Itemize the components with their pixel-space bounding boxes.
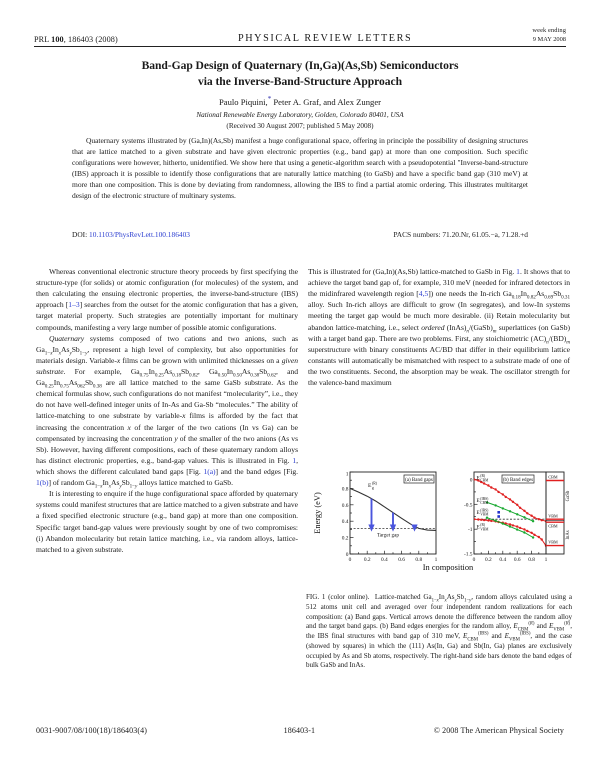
panel-a-arrows bbox=[370, 499, 416, 530]
panel-b-ordered-squares bbox=[497, 511, 500, 518]
footer-copyright: © 2008 The American Physical Society bbox=[433, 726, 564, 735]
citation-1-3[interactable]: 1–3 bbox=[68, 300, 80, 310]
journal-citation bbox=[34, 35, 118, 44]
figure-1-caption: FIG. 1 (color online). Lattice-matched $Ga_{1-x}In_xAs_ySb_{1-y}$, random alloys calculated using a 512 atoms unit cell and averaged over four independent random realizations for each composition: (a) Band gaps. Vertical arrows denote the difference between the random alloy and the target band gaps. (b) Band edges energies for the random alloy, $E_{CBM}^{(R)}$ and $E_{VBM}^{(R)}$, the IBS final structures with band gap of 310 meV, $E_{CBM}^{(IBS)}$ and $E_{VBM}^{(IBS)}$, and the case (showed by squares) in which the (111) As(In, Ga) and Sb(In, Ga) planes are exclusively occupied by As and Sb atoms, respectively. The right-hand side bars denote the band edges of bulk GaSb and InAs. bbox=[306, 593, 573, 670]
title-line-2: via the Inverse-Band-Structure Approach bbox=[197, 74, 403, 88]
paragraph-intro: Whereas conventional electronic structure theory proceeds by first specifying the structure-type (for solids) or atomic configuration (for molecules) of the system, and then calculating the ensuing electronic properties, the inverse-band-structure (IBS) approach [1–3] searches from the outset for the atomic configuration that has a given, target material property. Such strategies are potentially important for multinary compounds, manifesting a very large number of possible atomic configurations. bbox=[36, 267, 298, 332]
panel-a-ytick-0: 0 bbox=[345, 552, 349, 558]
running-head bbox=[34, 20, 566, 47]
journal-title: PHYSICAL REVIEW LETTERS bbox=[237, 33, 413, 44]
panel-a-xtick-02: 0.2 bbox=[363, 557, 371, 563]
footer-page-number: 186403-1 bbox=[283, 726, 316, 735]
affiliation: National Renewable Energy Laboratory, Golden, Colorado 80401, USA bbox=[196, 111, 404, 119]
prl-prefix: PRL bbox=[34, 35, 52, 44]
article-id: , 186403 (2008) bbox=[63, 35, 118, 44]
doi-label: DOI: bbox=[72, 230, 90, 239]
paragraph-illustrated: This is illustrated for (Ga,In)(As,Sb) lattice-matched to GaSb in Fig. 1. It shows that to achieve the target band gap of, for example, 310 meV (needed for infrared detectors in the midinfrared wavelength region [4,5]) one needs the In-rich $Ga_{0.18}In_{0.82}As_{0.69}Sb_{0.31}$ alloy. Such In-rich alloys are difficult to grow (In segregates), and low-In systems meeting the target gap would be much more desirable. (ii) Retain molecularity but abandon lattice-matching, i.e., select ordered $(InAs)_n/(GaSb)_m$ superlattices (on GaSb) with a target band gap. There are two problems. First, any stoichiometric $(AC)_n/(BD)_m$ superstructure with binary constituents AC/BD that differ in their equilibrium lattice constants will automatically be mismatched with respect to a substrate made of one of the two constituents. Second, the absorption may be weak. The oscillator strength for the valence-band maximum bbox=[308, 267, 571, 388]
panel-a-xtick-0: 0 bbox=[348, 557, 352, 563]
svg-text:g: g bbox=[372, 486, 374, 490]
inas-cbm-label: CBM bbox=[548, 523, 558, 529]
panel-a-annotation-eg bbox=[368, 482, 378, 490]
svg-text:(R): (R) bbox=[480, 474, 486, 479]
footer-issn: 0031-9007/08/100(18)/186403(4) bbox=[36, 726, 147, 735]
svg-text:(b) Band edges: (b) Band edges bbox=[502, 478, 534, 483]
doi-pacs-line bbox=[72, 230, 528, 239]
panel-b-xtick-08: 0.8 bbox=[528, 557, 535, 563]
svg-text:CBM: CBM bbox=[480, 501, 489, 505]
svg-text:CBM: CBM bbox=[480, 478, 489, 483]
panel-b-ytick-m15: -1.5 bbox=[463, 551, 473, 558]
paragraph-enquire: It is interesting to enquire if the huge configurational space afforded by quaternary systems could manifest structures that are lattice matched to a given substrate and have a fixed specified electronic structure (e.g., band gap) at more than one composition. Specific target band-gap values were previously sought by one of two compromises: (i) Abandon molecularity but retain lattice matching, i.e., via random alloys, lattice-matched to a given substrate. bbox=[36, 489, 298, 554]
sidebar-inas-label: InAs bbox=[566, 530, 571, 540]
svg-text:(IBS): (IBS) bbox=[480, 496, 489, 501]
gasb-cbm-label: CBM bbox=[548, 474, 558, 480]
figure-ref-1[interactable]: 1 bbox=[292, 455, 297, 465]
label-ecbm-ibs bbox=[477, 497, 490, 505]
figure-ref-1a[interactable]: 1(a) bbox=[203, 466, 216, 476]
svg-text:(IBS): (IBS) bbox=[480, 508, 489, 513]
panel-b-ytick-m1: -1 bbox=[468, 527, 473, 534]
label-evbm-r bbox=[477, 523, 490, 531]
week-ending-label: week ending bbox=[532, 27, 566, 35]
panel-a-target-gap-label: Target gap bbox=[377, 532, 399, 539]
panel-a-xtick-04: 0.4 bbox=[381, 557, 388, 563]
panel-b-ytick-m05: -0.5 bbox=[463, 502, 473, 509]
panel-b-xtick-04: 0.4 bbox=[499, 557, 507, 563]
panel-b-xtick-0: 0 bbox=[472, 557, 476, 563]
panel-a-ytick-02: 0.2 bbox=[341, 535, 349, 542]
label-ecbm-r bbox=[477, 474, 490, 482]
title-line-1: Band-Gap Design of Quaternary (In,Ga)(As,Sb) Semiconductors bbox=[141, 59, 459, 72]
panel-a-label bbox=[404, 475, 434, 483]
body-column-right bbox=[308, 266, 570, 388]
received-date: (Received 30 August 2007; published 5 May 2008) bbox=[226, 122, 374, 130]
svg-text:E: E bbox=[476, 509, 480, 516]
pacs-numbers: PACS numbers: 71.20.Nr, 61.05.−a, 71.28.+d bbox=[393, 230, 528, 239]
figure-1 bbox=[306, 466, 572, 671]
doi-link[interactable]: 10.1103/PhysRevLett.100.186403 bbox=[89, 230, 190, 239]
panel-a-ytick-04: 0.4 bbox=[341, 519, 349, 526]
svg-text:E: E bbox=[368, 483, 372, 489]
panel-a bbox=[313, 472, 438, 564]
svg-text:(R): (R) bbox=[372, 481, 378, 486]
panel-b-xtick-02: 0.2 bbox=[485, 557, 492, 563]
svg-text:E: E bbox=[476, 498, 480, 505]
volume-number: 100 bbox=[51, 35, 64, 44]
citation-4-5[interactable]: 4,5 bbox=[418, 289, 429, 299]
panel-a-ytick-06: 0.6 bbox=[341, 502, 349, 509]
figure-axis-title-x: In composition bbox=[422, 563, 474, 572]
panel-b-xtick-06: 0.6 bbox=[513, 557, 521, 563]
page-footer bbox=[36, 726, 564, 735]
figure-1-svg bbox=[306, 466, 572, 588]
issue-date bbox=[532, 27, 566, 44]
panel-a-ytick-1: 1 bbox=[345, 471, 349, 478]
panel-a-xtick-1: 1 bbox=[434, 557, 438, 563]
svg-text:VBM: VBM bbox=[480, 512, 489, 517]
figure-ref-1-right[interactable]: 1 bbox=[516, 267, 520, 276]
panel-b-label bbox=[502, 475, 534, 483]
panel-b-xtick-1: 1 bbox=[544, 557, 548, 563]
svg-text:E: E bbox=[476, 475, 480, 482]
figure-1-plot-area bbox=[306, 466, 572, 588]
inas-vbm-label: VBM bbox=[548, 539, 558, 545]
svg-text:(a) Band gaps: (a) Band gaps bbox=[405, 478, 433, 483]
page-title bbox=[70, 58, 530, 89]
author-footnote-marker: * bbox=[267, 95, 272, 104]
svg-text:(R): (R) bbox=[480, 523, 486, 528]
abstract: Quaternary systems illustrated by (Ga,In)(As,Sb) manifest a huge configurational space, offering in principle the possibility of designing structures that are lattice matched to a given substrate and have given electronic properties (e.g., band gap) at more than one composition. Such specific configurations were however, hitherto, unidentified. We show here that using a genetic-algorithm search with a pseudopotential "Inverse-band-structure (IBS) approach it is possible to identify those configurations that are naturally lattice matching (to GaSb) and have a specific band gap (310 meV) at more than one composition. This is done by deviating from randomness, allowing the IBS to find a partial atomic ordering. This illustrates multitarget design of the electronic structure of multinary systems. bbox=[72, 136, 528, 200]
body-column-left bbox=[36, 266, 298, 555]
panel-a-xtick-06: 0.6 bbox=[398, 557, 405, 563]
panel-a-axis-title-y: Energy (eV) bbox=[313, 492, 322, 534]
svg-text:VBM: VBM bbox=[480, 527, 489, 532]
panel-b bbox=[464, 472, 548, 563]
panel-b-ytick-0: 0 bbox=[469, 477, 473, 484]
panel-a-ytick-08: 0.8 bbox=[341, 486, 349, 493]
sidebar-gasb-label: GaSb bbox=[566, 490, 571, 502]
gasb-vbm-label: VBM bbox=[548, 513, 558, 519]
svg-text:E: E bbox=[476, 524, 480, 531]
doi-block bbox=[72, 230, 190, 239]
figure-side-bars bbox=[546, 472, 571, 554]
label-evbm-ibs bbox=[477, 509, 490, 517]
issue-date-value: 9 MAY 2008 bbox=[532, 35, 566, 43]
panel-a-xtick-08: 0.8 bbox=[415, 557, 423, 563]
author-list: Paulo Piquini,* Peter A. Graf, and Alex Zunger bbox=[219, 95, 381, 107]
figure-ref-1b[interactable]: 1(b) bbox=[36, 478, 49, 488]
paragraph-quaternary: Quaternary systems composed of two cations and two anions, such as $Ga_{1-x}In_xAs_ySb_{1-y}$, represent a high level of complexity, but also opportunities for materials design. Variable-x films can be grown with unlimited thicknesses on a given substrate. For example, $Ga_{0.75}In_{0.25}As_{0.18}Sb_{0.82}$, $Ga_{0.50}In_{0.50}As_{0.38}Sb_{0.62}$, and $Ga_{0.25}In_{0.75}As_{062}Sb_{0.38}$ are all lattice matched to the same GaSb substrate. As the chemical formulas show, such configurations do not manifest “molecularity”, i.e., they do not have well-defined integer units of In-As and Ga-Sb “molecules.” The ability of lattice-matching to one substrate by variable-x films is afforded by the fact that increasing the concentration x of the larger of the two cations (In vs Ga) can be compensated by increasing the concentration y of the smaller of the two anions (As vs Sb). However, having different compositions, each of these quaternary random alloys has distinct electronic properties, e.g., band-gap values. This is illustrated in Fig. 1, which shows the different calculated band gaps [Fig. 1(a)] and the band edges [Fig. 1(b)] of random $Ga_{1-x}In_xAs_ySb_{1-y}$ alloys lattice matched to GaSb. bbox=[36, 333, 299, 490]
